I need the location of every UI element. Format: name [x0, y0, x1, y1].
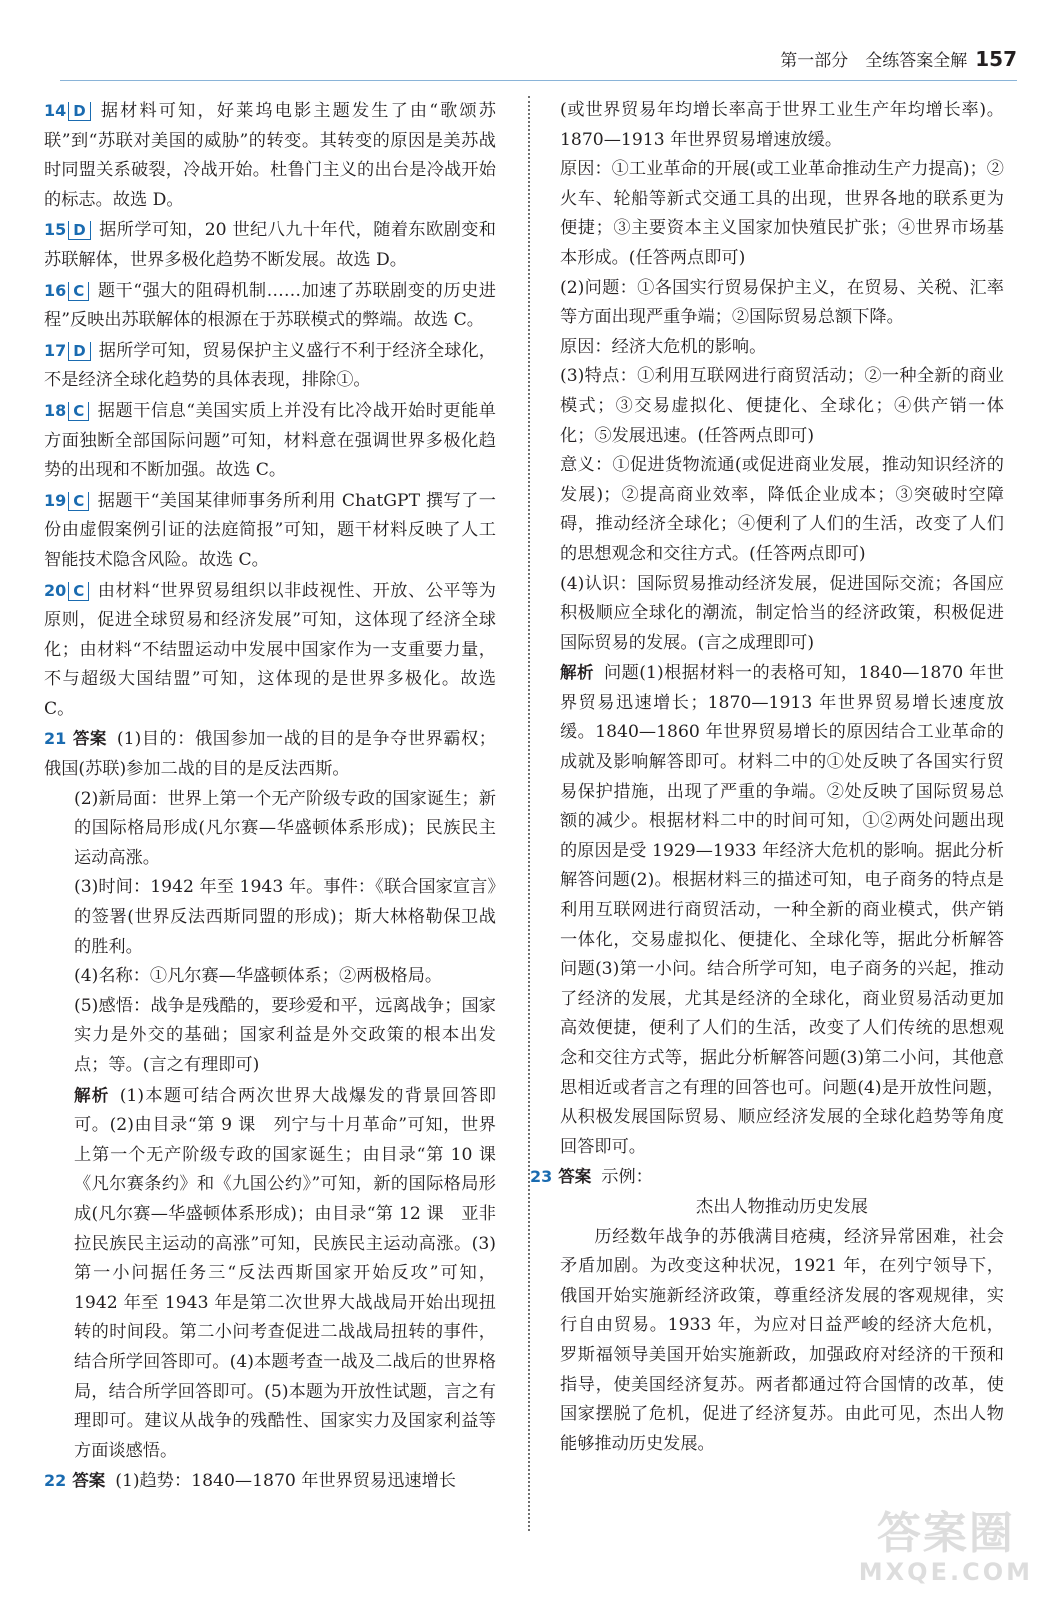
question-16 — [44, 276, 496, 336]
question-text: 据所学可知，20 世纪八九十年代，随着东欧剧变和苏联解体，世界多极化趋势不断发展。故选 D。 — [44, 220, 496, 270]
question-number: 14 — [44, 101, 67, 120]
question-14 — [44, 96, 496, 215]
question-22-answer-2-reason: 原因：经济大危机的影响。 — [560, 336, 767, 357]
essay-title: 杰出人物推动历史发展 — [696, 1196, 868, 1217]
question-text: 由材料“世界贸易组织以非歧视性、开放、公平等为原则，促进全球贸易和经济发展”可知，这体现了经济全球化；由材料“不结盟运动中发展中国家作为一支重要力量，不与超级大国结盟”可知，这体现的是世界多极化。故选 C。 — [44, 580, 496, 719]
analysis-label: 解析 — [560, 663, 594, 683]
analysis-text: (1)本题可结合两次世界大战爆发的背景回答即可。(2)由目录“第 9 课 列宁与十月革命”可知，世界上第一个无产阶级专政的国家诞生；由目录“第 10 课 《凡尔赛条约》和《九国公约》”可知，新的国际格局形成(凡尔赛—华盛顿体系形成)；由目录“第 12 课 亚非拉民族民主运动的高涨”可知，民族民主运动高涨。(3)第一小问据任务三“反法西斯国家开始反攻”可知，1942 年至 1943 年是第二次世界大战战局开始出现扭转的时间段。第二小问考查促进二战战局扭转的事件，结合所学回答即可。(4)本题考查一战及二战后的世界格局，结合所学回答即可。(5)本题为开放性试题，言之有理即可。建议从战争的残酷性、国家实力及国家利益等方面谈感悟。 — [74, 1085, 514, 1461]
header-divider — [60, 80, 1017, 81]
question-number: 17 — [44, 340, 67, 360]
section-title: 第一部分 全练答案全解 — [780, 51, 968, 71]
question-22-answer-3: (3)特点：①利用互联网进行商贸活动；②一种全新的商业模式；③交易虚拟化、便捷化、全球化；④供产销一体化；⑤发展迅速。(任答两点即可) — [560, 366, 1004, 446]
analysis-text: 问题(1)根据材料一的表格可知，1840—1870 年世界贸易迅速增长；1870—1913 年世界贸易增长速度放缓。1840—1860 年世界贸易增长的原因结合工业革命的成就及影响解答即可。材料二中的①处反映了各国实行贸易保护措施，出现了严重的争端。②处反映了国际贸易总额的减少。根据材料二中的时间可知，①②两处问题出现的原因是受 1929—1933 年经济大危机的影响。据此分析解答问题(2)。根据材料三的描述可知，电子商务的特点是利用互联网进行商贸活动，一种全新的商业模式，供产销一体化，交易虚拟化、便捷化、全球化等，据此分析解答问题(3)第一小问。结合所学可知，电子商务的兴起，推动了经济的发展，尤其是经济的全球化，商业贸易活动更加高效便捷，便利了人们的生活，改变了人们传统的思想观念和交往方式等，据此分析解答问题(3)第二小问，其他意思相近或者言之有理的回答也可。问题(4)是开放性问题，从积极发展国际贸易、顺应经济发展的全球化趋势等角度回答即可。 — [560, 663, 1004, 1157]
question-19 — [44, 486, 496, 576]
question-number: 23 — [530, 1167, 553, 1187]
question-22-answer-1 — [44, 1466, 496, 1497]
question-23-answer — [530, 1162, 1004, 1193]
answer-text: (1)趋势：1840—1870 年世界贸易迅速增长 — [115, 1471, 456, 1492]
question-text: 据题干信息“美国实质上并没有比冷战开始时更能单方面独断全部国际问题”可知，材料意在强调世界多极化趋势的出现和不断加强。故选 C。 — [44, 400, 496, 481]
left-column — [44, 96, 514, 1497]
answer-letter: C — [68, 282, 89, 301]
question-text: 据所学可知，贸易保护主义盛行不利于经济全球化，不是经济全球化趋势的具体表现，排除①。 — [44, 340, 496, 391]
answer-text: (1)目的：俄国参加一战的目的是争夺世界霸权；俄国(苏联)参加二战的目的是反法西斯。 — [44, 729, 496, 780]
column-divider — [528, 96, 530, 1531]
analysis-label: 解析 — [74, 1085, 110, 1105]
question-22-reason: 原因：①工业革命的开展(或工业革命推动生产力提高)；②火车、轮船等新式交通工具的出现，世界各地的联系更为便捷；③主要资本主义国家加快殖民扩张；④世界市场基本形成。(任答两点即可) — [560, 159, 1004, 268]
page-number: 157 — [975, 47, 1017, 71]
question-21-answer-5: (5)感悟：战争是残酷的，要珍爱和平，远离战争；国家实力是外交的基础；国家利益是外交政策的根本出发点；等。(言之有理即可) — [74, 995, 496, 1075]
essay-body: 历经数年战争的苏俄满目疮痍，经济异常困难，社会矛盾加剧。为改变这种状况，1921 年，在列宁领导下，俄国开始实施新经济政策，尊重经济发展的客观规律，实行自由贸易。1933 年，为应对日益严峻的经济大危机，罗斯福领导美国开始实施新政，加强政府对经济的干预和指导，使美国经济复苏。两者都通过符合国情的改革，使国家摆脱了危机，促进了经济复苏。由此可见，杰出人物能够推动历史发展。 — [560, 1226, 1004, 1454]
question-20 — [44, 576, 496, 725]
question-15 — [44, 215, 496, 275]
question-21-answer-2: (2)新局面：世界上第一个无产阶级专政的国家诞生；新的国际格局形成(凡尔赛—华盛顿体系形成)；民族民主运动高涨。 — [74, 788, 496, 868]
answer-letter: C — [68, 492, 89, 511]
question-22-answer-3-significance: 意义：①促进货物流通(或促进商业发展，推动知识经济的发展)；②提高商业效率，降低企业成本；③突破时空障碍，推动经济全球化；④便利了人们的生活，改变了人们的思想观念和交往方式。(任答两点即可) — [560, 455, 1004, 564]
right-column — [530, 96, 1004, 1459]
question-21-answer-1 — [44, 724, 496, 784]
question-22-analysis — [560, 658, 1004, 1162]
question-22-answer-4: (4)认识：国际贸易推动经济发展，促进国际交流；各国应积极顺应全球化的潮流，制定恰当的经济政策，积极促进国际贸易的发展。(言之成理即可) — [560, 573, 1004, 653]
question-text: 据题干“美国某律师事务所利用 ChatGPT 撰写了一份由虚假案例引证的法庭简报”可知，题干材料反映了人工智能技术隐含风险。故选 C。 — [44, 490, 496, 570]
question-number: 21 — [44, 729, 67, 749]
question-21-answer-4: (4)名称：①凡尔赛—华盛顿体系；②两极格局。 — [74, 966, 443, 987]
answer-letter: C — [68, 582, 89, 601]
answer-label: 答案 — [558, 1167, 592, 1187]
question-number: 22 — [44, 1471, 67, 1491]
question-22-answer-2: (2)问题：①各国实行贸易保护主义，在贸易、关税、汇率等方面出现严重争端；②国际贸易总额下降。 — [560, 277, 1004, 328]
question-text: 据材料可知，好莱坞电影主题发生了由“歌颂苏联”到“苏联对美国的威胁”的转变。其转变的原因是美苏战时同盟关系破裂，冷战开始。杜鲁门主义的出台是冷战开始的标志。故选 D。 — [44, 101, 496, 210]
question-22-answer-1-cont: (或世界贸易年均增长率高于世界工业生产年均增长率)。1870—1913 年世界贸易增速放缓。 — [560, 100, 1004, 150]
question-number: 15 — [44, 220, 67, 240]
question-number: 16 — [44, 280, 67, 300]
question-number: 18 — [44, 400, 67, 420]
answer-letter: D — [68, 342, 90, 361]
answer-label: 答案 — [72, 729, 107, 749]
question-21-answer-3: (3)时间：1942 年至 1943 年。事件：《联合国家宣言》的签署(世界反法西斯同盟的形成)；斯大林格勒保卫战的胜利。 — [74, 877, 496, 957]
question-18 — [44, 396, 496, 486]
answer-letter: D — [68, 102, 90, 121]
question-text: 题干“强大的阻碍机制……加速了苏联剧变的历史进程”反映出苏联解体的根源在于苏联模式的弊端。故选 C。 — [44, 280, 496, 331]
question-17 — [44, 336, 496, 396]
example-label: 示例： — [601, 1167, 653, 1188]
answer-letter: C — [68, 402, 89, 421]
question-21-analysis — [44, 1081, 514, 1467]
answer-label: 答案 — [72, 1471, 106, 1491]
question-number: 19 — [44, 490, 67, 510]
watermark-logo: 答案圈 MXQE.COM — [858, 1508, 1033, 1586]
answer-letter: D — [68, 221, 90, 240]
question-number: 20 — [44, 580, 67, 600]
page-header — [780, 42, 1017, 74]
